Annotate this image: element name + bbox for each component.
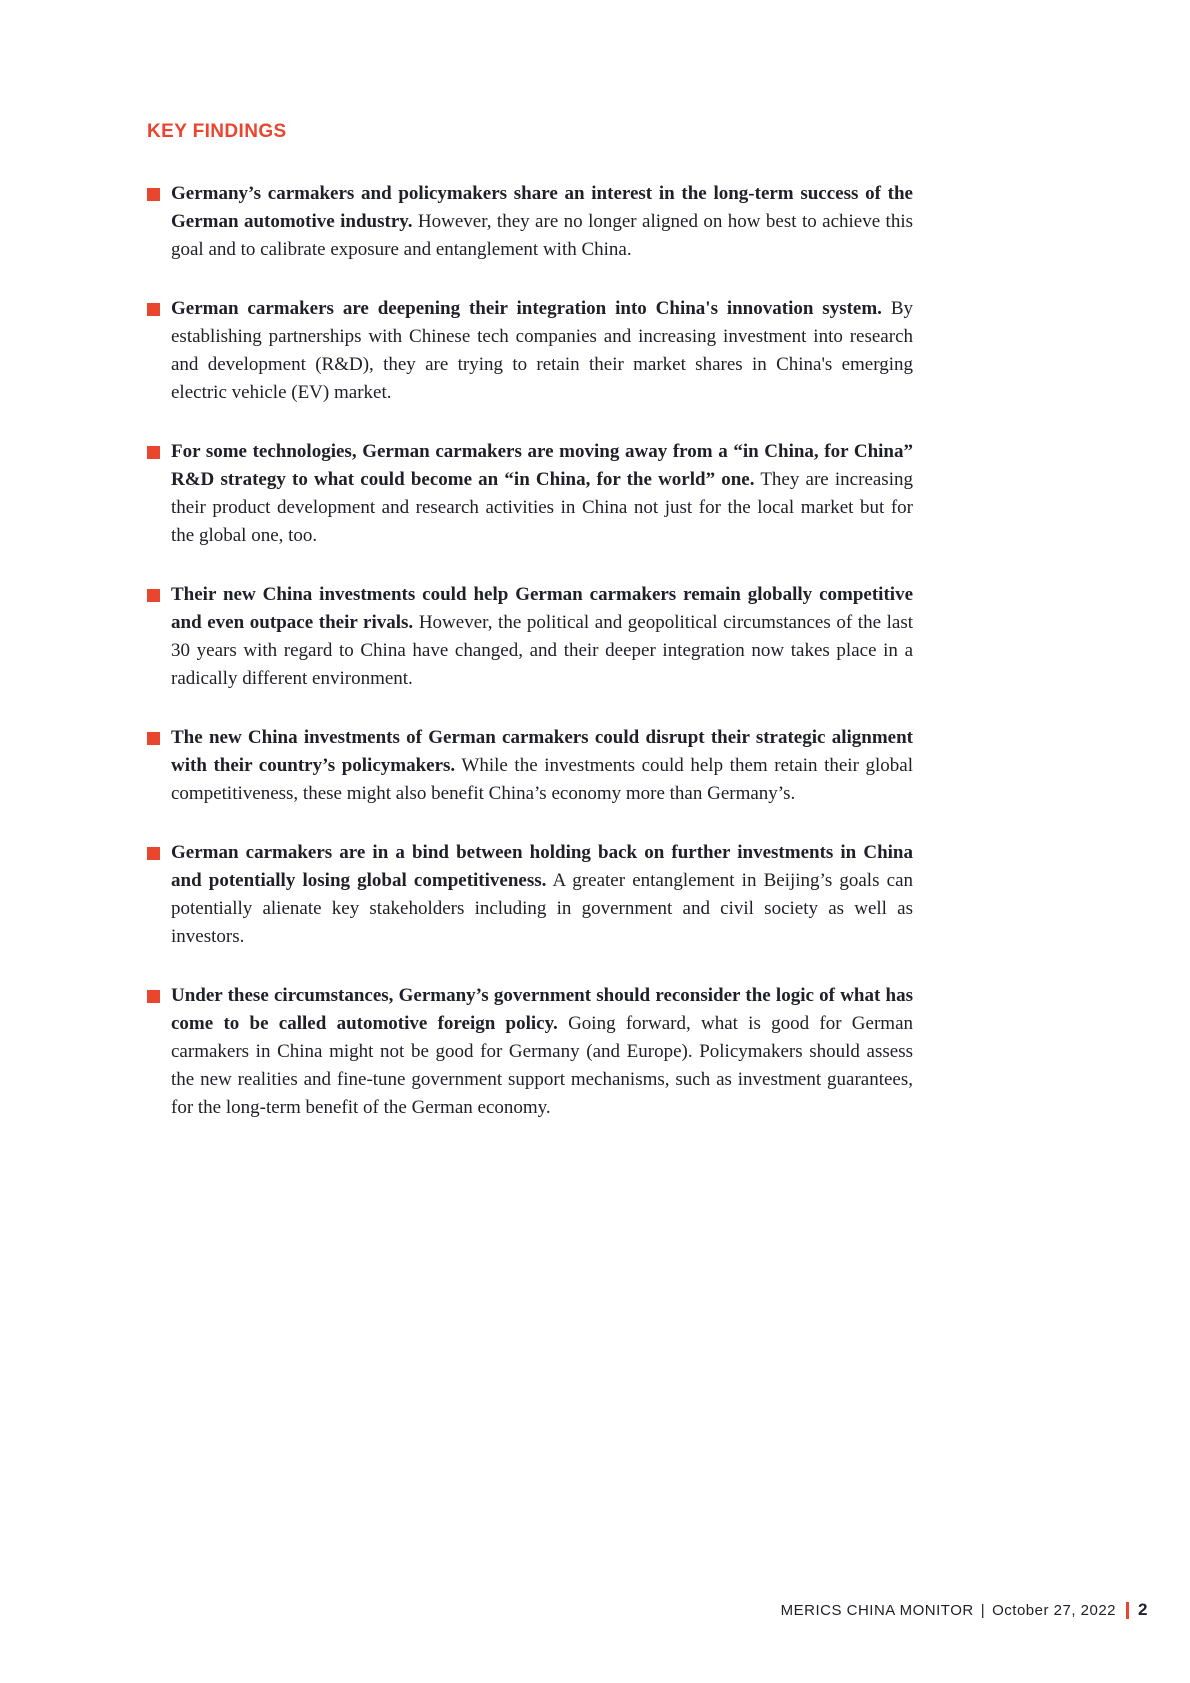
finding-text (171, 180, 913, 264)
bullet-square-icon (147, 847, 160, 860)
finding-lead-bold: Under these circumstances, Germany’s government should reconsider the logic of what has come to be called automotive foreign policy. (171, 985, 913, 1034)
page-footer (781, 1600, 1148, 1620)
finding-item (147, 724, 913, 808)
bullet-square-icon (147, 303, 160, 316)
footer-date: October 27, 2022 (992, 1601, 1117, 1619)
footer-separator: | (980, 1601, 986, 1619)
page-number: 2 (1138, 1600, 1148, 1619)
bullet-square-icon (147, 990, 160, 1003)
finding-item (147, 581, 913, 693)
finding-text (171, 839, 913, 951)
finding-lead-bold: Germany’s carmakers and policymakers share an interest in the long-term success of the German automotive industry. (171, 183, 913, 232)
finding-item (147, 295, 913, 407)
finding-text (171, 581, 913, 693)
finding-lead-bold: For some technologies, German carmakers are moving away from a “in China, for China” R&D strategy to what could become an “in China, for the world” one. (171, 441, 913, 490)
finding-body-text: However, they are no longer aligned on how best to achieve this goal and to calibrate exposure and entanglement with China. (171, 211, 914, 260)
finding-text (171, 724, 913, 808)
finding-text (171, 295, 913, 407)
finding-body-text: However, the political and geopolitical circumstances of the last 30 years with regard to China have changed, and their deeper integration now takes place in a radically different environment. (171, 612, 914, 689)
finding-item (147, 982, 913, 1122)
footer-divider-icon (1126, 1602, 1129, 1619)
finding-body-text: Going forward, what is good for German carmakers in China might not be good for Germany (and Europe). Policymakers should assess the new realities and fine-tune government support mechanisms, such as investment guarantees, for the long-term benefit of the German economy. (171, 1013, 913, 1118)
finding-lead-bold: German carmakers are in a bind between holding back on further investments in China and potentially losing global competitiveness. (171, 842, 913, 891)
finding-body-text: A greater entanglement in Beijing’s goals can potentially alienate key stakeholders including in government and civil society as well as investors. (171, 870, 913, 947)
key-findings-list (147, 180, 913, 1122)
bullet-square-icon (147, 732, 160, 745)
key-findings-section (147, 121, 913, 1153)
footer-publication: MERICS CHINA MONITOR (780, 1601, 974, 1619)
finding-lead-bold: Their new China investments could help German carmakers remain globally competitive and even outpace their rivals. (171, 584, 913, 633)
finding-body-text: By establishing partnerships with Chinese tech companies and increasing investment into research and development (R&D), they are trying to retain their market shares in China's emerging electric vehicle (EV) market. (171, 298, 914, 403)
finding-item (147, 839, 913, 951)
bullet-square-icon (147, 188, 160, 201)
finding-item (147, 180, 913, 264)
bullet-square-icon (147, 446, 160, 459)
bullet-square-icon (147, 589, 160, 602)
finding-lead-bold: The new China investments of German carmakers could disrupt their strategic alignment with their country’s policymakers. (171, 727, 913, 776)
finding-text (171, 438, 913, 550)
finding-body-text: They are increasing their product development and research activities in China not just for the local market but for the global one, too. (171, 469, 913, 546)
finding-item (147, 438, 913, 550)
finding-body-text: While the investments could help them retain their global competitiveness, these might also benefit China’s economy more than Germany’s. (171, 755, 913, 804)
finding-text (171, 982, 913, 1122)
finding-lead-bold: German carmakers are deepening their integration into China's innovation system. (171, 298, 882, 319)
key-findings-heading: KEY FINDINGS (147, 121, 287, 142)
